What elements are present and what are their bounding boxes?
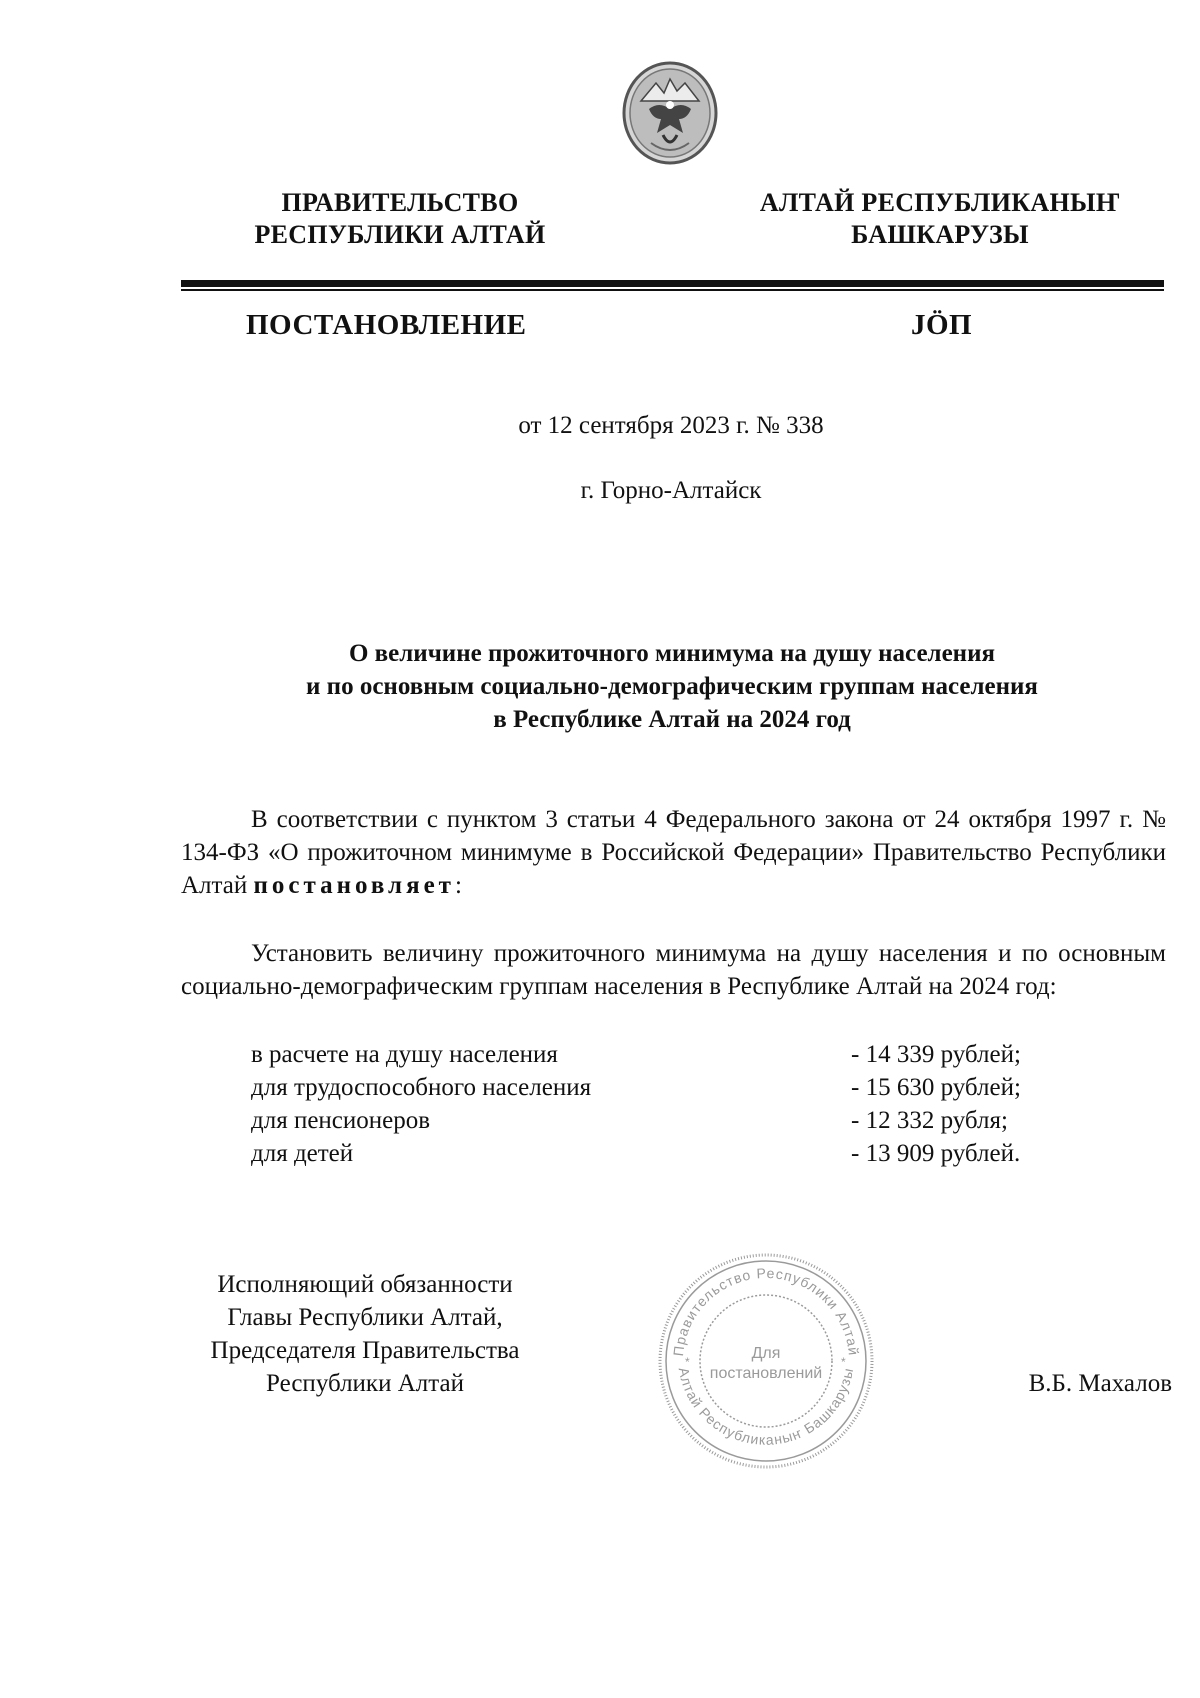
issuer-line-2: РЕСПУБЛИКИ АЛТАЙ	[254, 220, 546, 249]
stamp-star-right-icon: *	[841, 1355, 846, 1369]
preamble-paragraph	[181, 803, 1166, 902]
document-date-number: от 12 сентября 2023 г. № 338	[518, 412, 824, 439]
signatory-line-1: Исполняющий обязанности	[217, 1271, 513, 1298]
coat-of-arms-emblem	[621, 61, 719, 166]
header-divider-thin	[181, 289, 1164, 291]
signatory-line-2: Главы Республики Алтай,	[227, 1304, 503, 1331]
issuer-altai-line-1: АЛТАЙ РЕСПУБЛИКАНЫҤ	[759, 188, 1121, 217]
value-label: для трудоспособного населения	[251, 1074, 592, 1101]
value-row	[251, 1071, 1151, 1104]
value-amount: - 14 339 рублей;	[851, 1041, 1021, 1068]
minimum-values-list	[251, 1038, 1151, 1170]
header-divider-thick	[181, 280, 1164, 287]
value-amount: - 13 909 рублей.	[851, 1140, 1021, 1167]
title-line-3: в Республике Алтай на 2024 год	[493, 706, 851, 733]
value-amount: - 12 332 рубля;	[851, 1107, 1008, 1134]
resolution-text: Установить величину прожиточного минимума на душу населения и по основным социально-демографическим группам населения в Республике Алтай на 2024 год:	[181, 940, 1166, 1000]
stamp-center-line-2: постановлений	[709, 1365, 823, 1382]
issuer-name-altai	[740, 187, 1140, 251]
signatory-name: В.Б. Махалов	[1028, 1370, 1172, 1397]
document-type-russian: ПОСТАНОВЛЕНИЕ	[246, 309, 527, 341]
document-city: г. Горно-Алтайск	[580, 477, 762, 504]
signatory-line-4: Республики Алтай	[266, 1370, 464, 1397]
title-line-1: О величине прожиточного минимума на душу населения	[348, 640, 996, 667]
issuer-line-1: ПРАВИТЕЛЬСТВО	[281, 188, 519, 217]
value-label: для пенсионеров	[251, 1107, 431, 1134]
stamp-bottom-text: Алтай Республиканыҥ Башкарузы	[675, 1365, 857, 1448]
signatory-position	[165, 1268, 565, 1400]
value-amount: - 15 630 рублей;	[851, 1074, 1021, 1101]
issuer-altai-line-2: БАШКАРУЗЫ	[851, 220, 1029, 249]
document-title	[180, 637, 1164, 736]
stamp-star-left-icon: *	[685, 1355, 690, 1369]
value-label: для детей	[251, 1140, 354, 1167]
preamble-text: В соответствии с пунктом 3 статьи 4 Федерального закона от 24 октября 1997 г. № 134-ФЗ «О прожиточном минимуме в Российской Федерации» Правительство Республики Алтай	[181, 806, 1166, 899]
official-stamp	[655, 1250, 877, 1472]
title-line-2: и по основным социально-демографическим группам населения	[306, 673, 1038, 700]
stamp-top-text: Правительство Республики Алтай	[670, 1264, 862, 1357]
value-label: в расчете на душу населения	[251, 1041, 558, 1068]
value-row	[251, 1137, 1151, 1170]
resolution-paragraph	[181, 937, 1166, 1003]
preamble-tail: :	[454, 872, 462, 899]
value-row	[251, 1104, 1151, 1137]
issuer-name-russian	[240, 187, 560, 251]
preamble-emphasis: постановляет	[253, 872, 455, 899]
value-row	[251, 1038, 1151, 1071]
document-type-altai: JӦП	[911, 309, 973, 341]
signatory-line-3: Председателя Правительства	[210, 1337, 520, 1364]
stamp-center-line-1: Для	[751, 1345, 781, 1362]
